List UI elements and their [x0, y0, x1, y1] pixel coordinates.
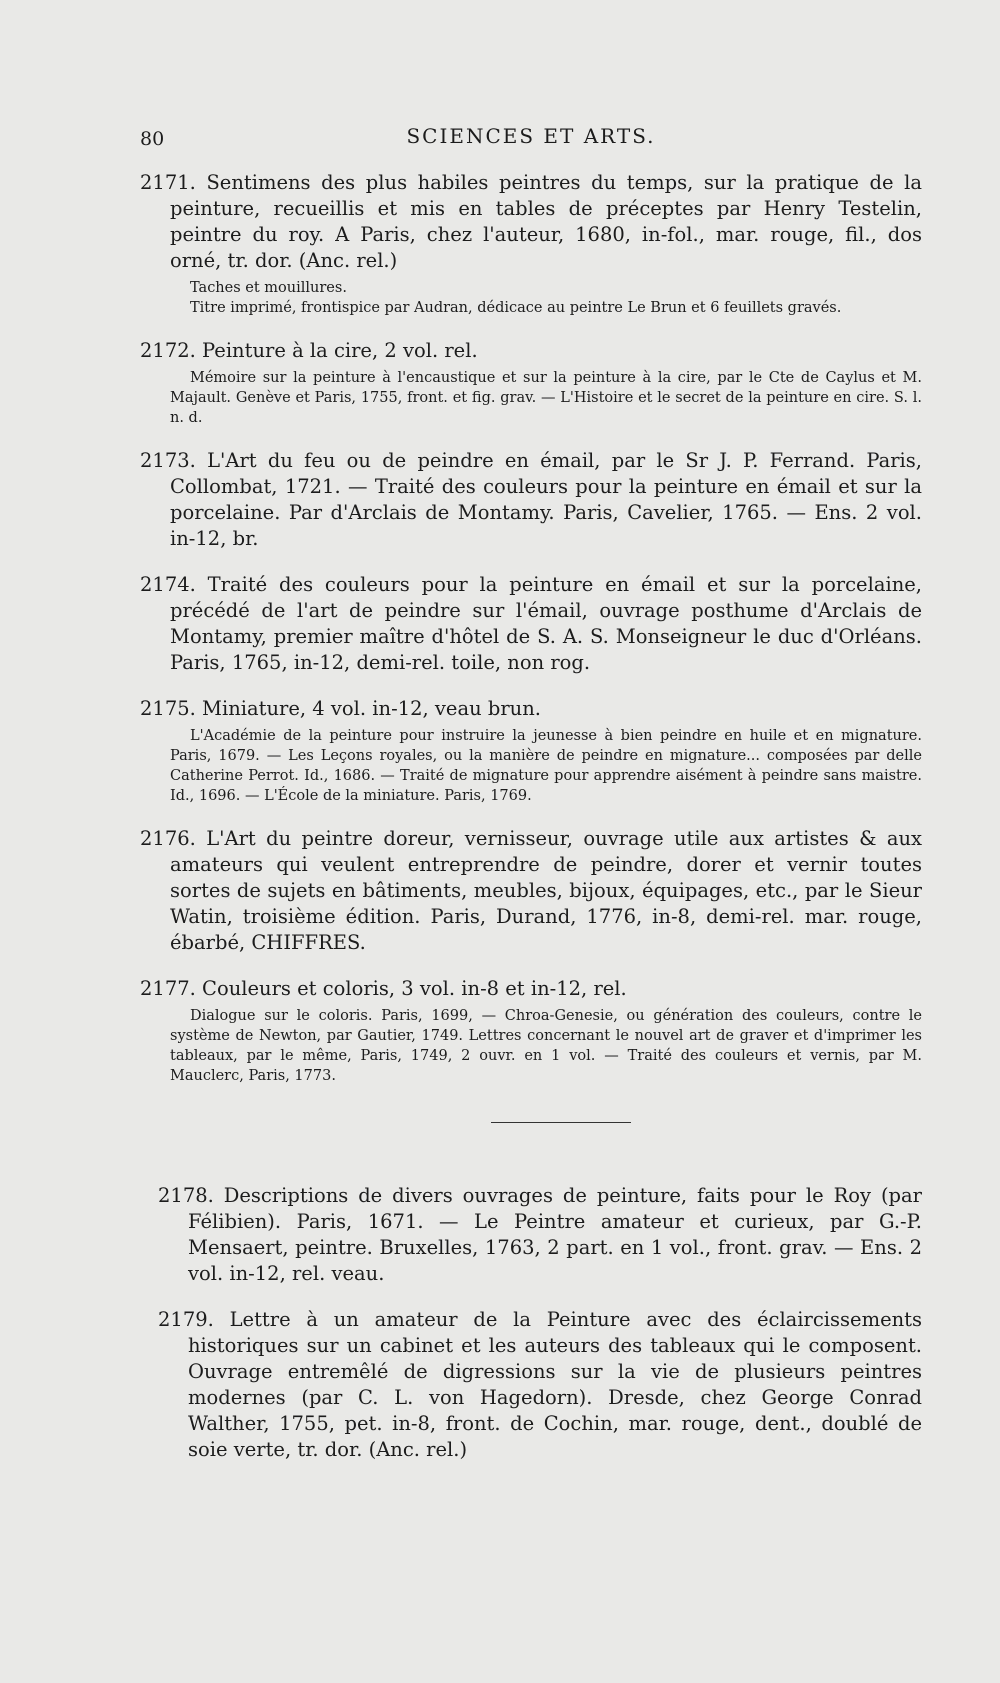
entry-number: 2179. — [158, 1308, 214, 1331]
entry-note-line: L'Académie de la peinture pour instruire la jeunesse à bien peindre en huile et en mignature. Paris, 1679. — Les Leçons royales, ou la manière de peindre en mignature... composées par delle Catherine Perrot. Id., 1686. — Traité de mignature pour apprendre aisément à peindre sans maistre. Id., 1696. — L'École de la miniature. Paris, 1769. — [170, 728, 922, 804]
entry-main-text — [140, 448, 922, 552]
entry-description: Lettre à un amateur de la Peinture avec des éclaircissements historiques sur un cabinet et les auteurs des tableaux qui le composent. Ouvrage entremêlé de digressions sur la vie de plusieurs peintres modernes (par C. L. von Hagedorn). Dresde, chez George Conrad Walther, 1755, pet. in-8, front. de Cochin, mar. rouge, dent., doublé de soie verte, tr. dor. (Anc. rel.) — [188, 1308, 923, 1461]
entry-main-text — [158, 1183, 922, 1287]
entry-main-text — [140, 572, 922, 676]
entry-description: L'Art du feu ou de peindre en émail, par le Sr J. P. Ferrand. Paris, Collombat, 1721. — Traité des couleurs pour la peinture en émail et sur la porcelaine. Par d'Arclais de Montamy. Paris, Cavelier, 1765. — Ens. 2 vol. in-12, br. — [170, 449, 922, 550]
entry-note — [170, 368, 922, 428]
running-head: SCIENCES ET ARTS. — [406, 124, 656, 148]
entry-number: 2176. — [140, 827, 196, 850]
entry-number: 2172. — [140, 339, 196, 362]
catalog-entry — [140, 170, 922, 318]
entry-number: 2178. — [158, 1184, 214, 1207]
section-divider — [491, 1122, 631, 1123]
catalog-entry — [140, 572, 922, 676]
entry-note-line: Dialogue sur le coloris. Paris, 1699, — Chroa-Genesie, ou génération des couleurs, contre le système de Newton, par Gautier, 1749. Lettres concernant le nouvel art de graver et d'imprimer les tableaux, par le même, Paris, 1749, 2 ouvr. en 1 vol. — Traité des couleurs et vernis, par M. Mauclerc, Paris, 1773. — [170, 1008, 922, 1084]
entry-number: 2177. — [140, 977, 196, 1000]
entry-description: Peinture à la cire, 2 vol. rel. — [202, 339, 478, 362]
page-number: 80 — [140, 128, 165, 150]
entry-number: 2174. — [140, 573, 196, 596]
catalog-entry — [140, 338, 922, 428]
entry-description: L'Art du peintre doreur, vernisseur, ouvrage utile aux artistes & aux amateurs qui veulent entreprendre de peindre, dorer et vernir toutes sortes de sujets en bâtiments, meubles, bijoux, équipages, etc., par le Sieur Watin, troisième édition. Paris, Durand, 1776, in-8, demi-rel. mar. rouge, ébarbé, CHIFFRES. — [170, 827, 922, 954]
entry-description: Miniature, 4 vol. in-12, veau brun. — [202, 697, 541, 720]
entry-note — [170, 278, 922, 318]
entry-note-line: Mémoire sur la peinture à l'encaustique et sur la peinture à la cire, par le Cte de Caylus et M. Majault. Genève et Paris, 1755, front. et fig. grav. — L'Histoire et le secret de la peinture en cire. S. l. n. d. — [170, 370, 922, 426]
catalog-entry — [158, 1307, 922, 1463]
entry-main-text — [140, 976, 922, 1002]
entry-note — [170, 726, 922, 806]
entry-note-line: Titre imprimé, frontispice par Audran, dédicace au peintre Le Brun et 6 feuillets gravés. — [190, 300, 842, 316]
catalog-entry — [140, 448, 922, 552]
catalog-entry — [158, 1183, 922, 1287]
entry-description: Descriptions de divers ouvrages de peinture, faits pour le Roy (par Félibien). Paris, 1671. — Le Peintre amateur et curieux, par G.-P. Mensaert, peintre. Bruxelles, 1763, 2 part. en 1 vol., front. grav. — Ens. 2 vol. in-12, rel. veau. — [188, 1184, 922, 1285]
entry-main-text — [140, 826, 922, 956]
entry-description: Traité des couleurs pour la peinture en émail et sur la porcelaine, précédé de l'art de peindre sur l'émail, ouvrage posthume d'Arclais de Montamy, premier maître d'hôtel de S. A. S. Monseigneur le duc d'Orléans. Paris, 1765, in-12, demi-rel. toile, non rog. — [170, 573, 922, 674]
entry-note-line: Taches et mouillures. — [190, 280, 347, 296]
catalog-entry — [140, 976, 922, 1086]
catalog-entry — [140, 696, 922, 806]
entry-main-text — [158, 1307, 922, 1463]
entry-description: Couleurs et coloris, 3 vol. in-8 et in-12, rel. — [202, 977, 627, 1000]
entry-note — [170, 1006, 922, 1086]
entries-list-after-divider — [158, 1183, 922, 1463]
page-header — [140, 120, 922, 160]
entry-main-text — [140, 170, 922, 274]
entry-number: 2175. — [140, 697, 196, 720]
entries-list — [140, 170, 922, 1086]
entry-description: Sentimens des plus habiles peintres du temps, sur la pratique de la peinture, recueillis et mis en tables de préceptes par Henry Testelin, peintre du roy. A Paris, chez l'auteur, 1680, in-fol., mar. rouge, fil., dos orné, tr. dor. (Anc. rel.) — [170, 171, 923, 272]
entry-main-text — [140, 696, 922, 722]
document-page — [0, 120, 1000, 1683]
entry-number: 2173. — [140, 449, 196, 472]
catalog-entry — [140, 826, 922, 956]
entry-number: 2171. — [140, 171, 196, 194]
entry-main-text — [140, 338, 922, 364]
